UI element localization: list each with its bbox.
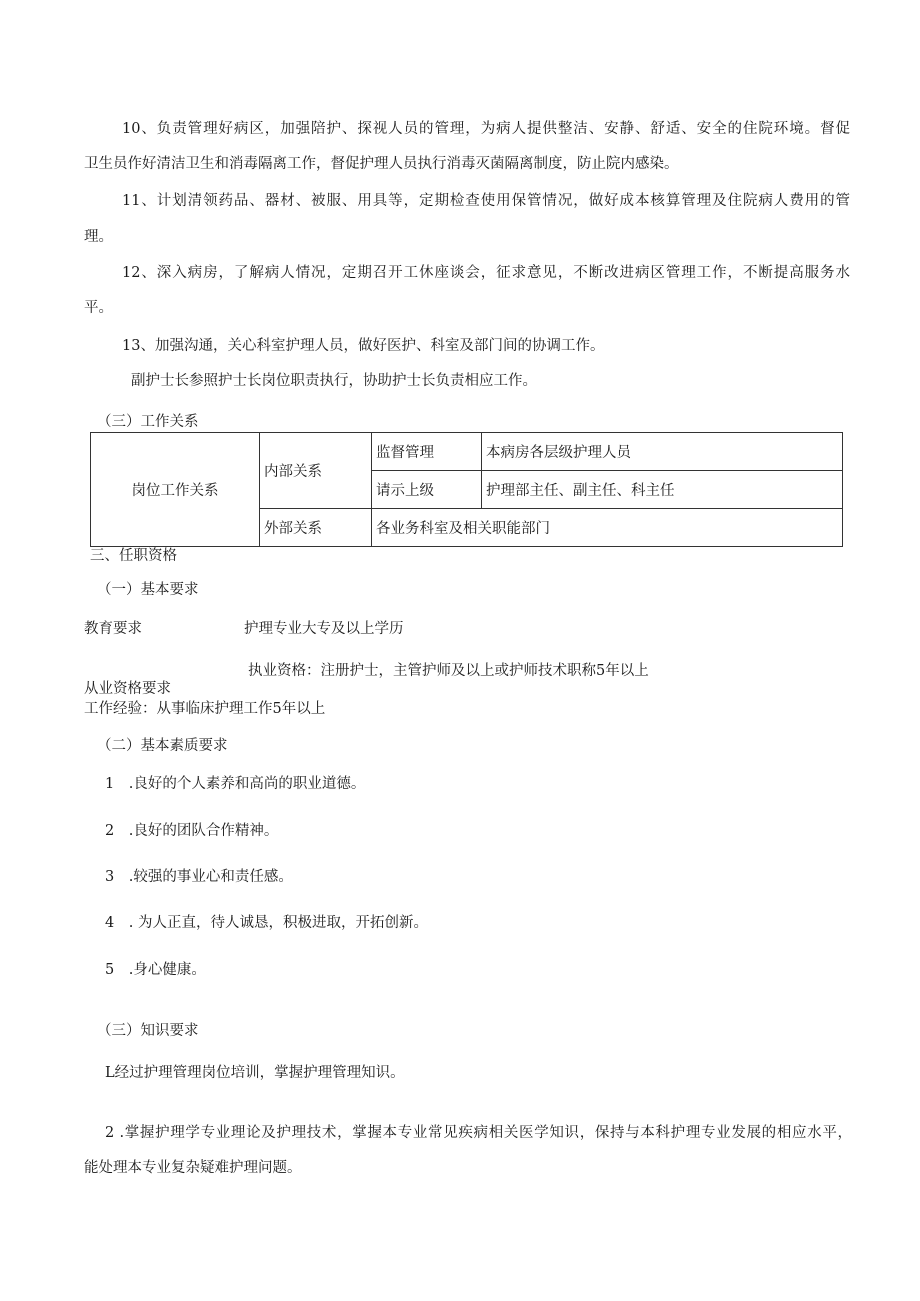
duty-11-line-1: 11、计划清领药品、器材、被服、用具等，定期检查使用保管情况，做好成本核算管理及住院病人费用的管	[122, 193, 850, 209]
external-value-cell: 各业务科室及相关职能部门	[372, 509, 843, 547]
duty-13: 13、加强沟通，关心科室护理人员，做好医护、科室及部门间的协调工作。	[122, 338, 605, 354]
quality-item-4: 4 . 为人正直，待人诚恳，积极进取，开拓创新。	[105, 915, 428, 931]
quality-item-1: 1 .良好的个人素养和高尚的职业道德。	[105, 776, 366, 792]
education-value: 护理专业大专及以上学历	[244, 621, 404, 637]
report-label-cell: 请示上级	[372, 471, 482, 509]
qualifications-heading: 三、任职资格	[90, 548, 177, 564]
basic-requirements-heading: （一）基本要求	[97, 582, 199, 598]
knowledge-item-1: L经过护理管理岗位培训，掌握护理管理知识。	[105, 1065, 405, 1081]
license-value: 执业资格：注册护士，主管护师及以上或护师技术职称5年以上	[248, 663, 649, 679]
duty-10-line-1: 10、负责管理好病区，加强陪护、探视人员的管理，为病人提供整洁、安静、舒适、安全的住院环境。督促	[122, 121, 850, 137]
work-relations-table	[90, 432, 843, 547]
duty-12-line-2: 平。	[84, 300, 113, 316]
knowledge-item-2-line-1: 2 .掌握护理学专业理论及护理技术，掌握本专业常见疾病相关医学知识，保持与本科护理专业发展的相应水平，	[105, 1125, 852, 1141]
duty-12-line-1: 12、深入病房，了解病人情况，定期召开工休座谈会，征求意见，不断改进病区管理工作，不断提高服务水	[122, 265, 850, 281]
knowledge-heading: （三）知识要求	[97, 1023, 199, 1039]
supervise-label-cell: 监督管理	[372, 433, 482, 471]
quality-heading: （二）基本素质要求	[97, 738, 228, 754]
supervise-value-cell: 本病房各层级护理人员	[482, 433, 843, 471]
deputy-note: 副护士长参照护士长岗位职责执行，协助护士长负责相应工作。	[131, 373, 537, 389]
report-value-cell: 护理部主任、副主任、科主任	[482, 471, 843, 509]
quality-item-2: 2 .良好的团队合作精神。	[105, 823, 279, 839]
duty-10-line-2: 卫生员作好清洁卫生和消毒隔离工作，督促护理人员执行消毒灭菌隔离制度，防止院内感染。	[84, 156, 679, 172]
quality-item-3: 3 .较强的事业心和责任感。	[105, 869, 293, 885]
internal-label-cell: 内部关系	[260, 433, 372, 509]
row-header-cell: 岗位工作关系	[91, 433, 260, 547]
quality-item-5: 5 .身心健康。	[105, 962, 206, 978]
work-relations-heading: （三）工作关系	[97, 414, 199, 430]
experience-value: 工作经验：从事临床护理工作5年以上	[84, 701, 326, 717]
duty-11-line-2: 理。	[84, 229, 113, 245]
external-label-cell: 外部关系	[260, 509, 372, 547]
education-label: 教育要求	[84, 621, 142, 637]
knowledge-item-2-line-2: 能处理本专业复杂疑难护理问题。	[84, 1160, 302, 1176]
practice-label: 从业资格要求	[84, 681, 171, 697]
